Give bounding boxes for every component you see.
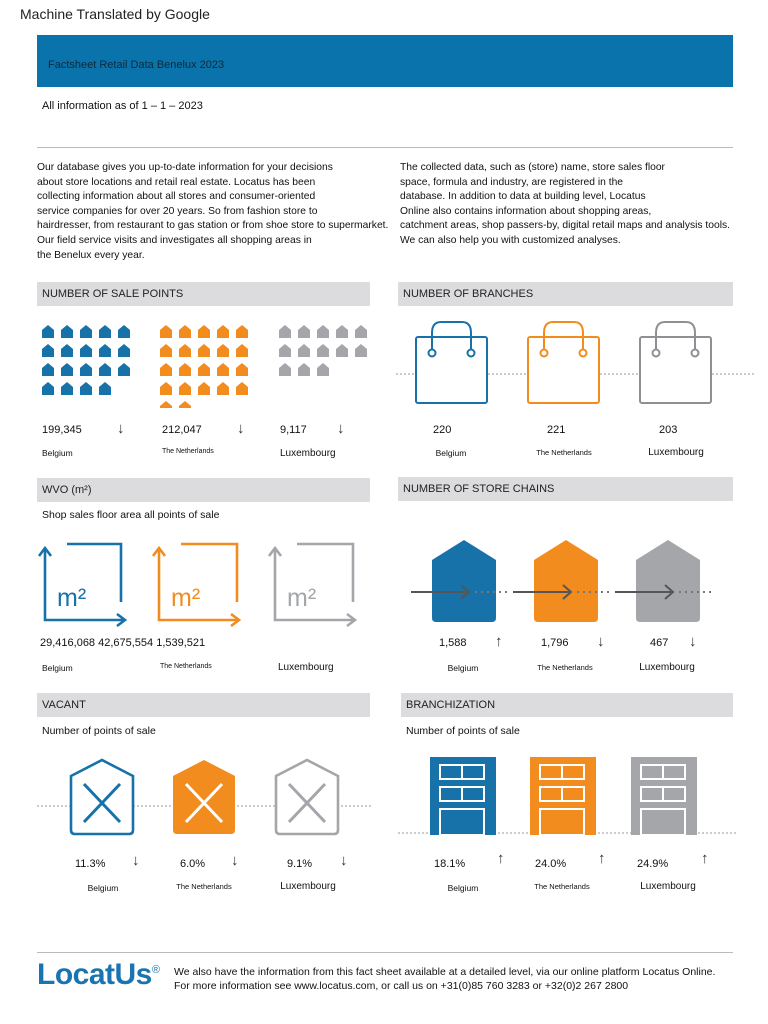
vacant-house-icon [173, 760, 235, 834]
wvo-be-country: Belgium [42, 663, 73, 673]
chains-nl-trend: ↓ [597, 633, 605, 650]
wvo-nl-country: The Netherlands [160, 663, 212, 670]
storefront-house-icon [279, 344, 291, 357]
storefront-house-icon [236, 325, 248, 338]
vacant-be-trend: ↓ [132, 852, 140, 869]
storefront-house-icon [61, 382, 73, 395]
store-chains-icons [405, 540, 725, 625]
vacant-nl-trend: ↓ [231, 852, 239, 869]
storefront-house-icon [217, 382, 229, 395]
storefront-house-icon [179, 325, 191, 338]
branchization-lu-country: Luxembourg [640, 881, 696, 892]
storefront-house-icon [118, 344, 130, 357]
branches-lu-country: Luxembourg [648, 447, 704, 458]
sale-points-nl-value: 212,047 [162, 424, 202, 436]
storefront-house-icon [42, 344, 54, 357]
storefront-house-icon [42, 382, 54, 395]
area-unit-label: m² [287, 584, 317, 612]
storefront-house-icon [61, 325, 73, 338]
sale-points-icon-grid [37, 318, 377, 408]
wvo-values: 29,416,068 42,675,554 1,539,521 [40, 637, 206, 649]
storefront-house-icon [336, 325, 348, 338]
vacant-nl-value: 6.0% [180, 858, 206, 870]
banner-title: Factsheet Retail Data Benelux 2023 [48, 59, 225, 71]
storefront-house-icon [80, 325, 92, 338]
storefront-house-icon [355, 325, 367, 338]
storefront-house-icon [99, 344, 111, 357]
storefront-house-icon [236, 344, 248, 357]
storefront-house-icon [298, 344, 310, 357]
storefront-house-icon [99, 325, 111, 338]
section-header-sale-points: NUMBER OF SALE POINTS [37, 282, 370, 306]
storefront-house-icon [198, 382, 210, 395]
storefront-house-icon [336, 344, 348, 357]
wvo-lu-country: Luxembourg [278, 662, 334, 673]
section-header-store-chains: NUMBER OF STORE CHAINS [398, 477, 733, 501]
section-header-branches: NUMBER OF BRANCHES [398, 282, 733, 306]
vacant-subtitle: Number of points of sale [42, 725, 156, 737]
vacant-be-country: Belgium [87, 883, 119, 893]
storefront-house-icon [179, 363, 191, 376]
storefront-house-icon [198, 325, 210, 338]
wvo-area-icons [35, 540, 365, 632]
vacant-nl-country: The Netherlands [176, 882, 232, 891]
sale-points-be-country: Belgium [42, 448, 73, 458]
storefront-house-icon [298, 363, 310, 376]
storefront-house-icon [99, 382, 111, 395]
branches-bags [396, 316, 758, 408]
branchization-icons [398, 755, 738, 837]
chains-be-trend: ↑ [495, 633, 503, 650]
storefront-house-icon [217, 344, 229, 357]
as-of-date: All information as of 1 – 1 – 2023 [42, 100, 203, 112]
storefront-house-icon [160, 325, 172, 338]
store-house-icon [534, 540, 598, 622]
storefront-icon [430, 757, 496, 835]
chains-nl-country: The Netherlands [537, 663, 593, 672]
chains-lu-trend: ↓ [689, 633, 697, 650]
storefront-house-icon [118, 325, 130, 338]
sale-points-lu-country: Luxembourg [280, 448, 336, 459]
chains-lu-value: 467 [650, 637, 669, 649]
section-header-branchization: BRANCHIZATION [401, 693, 733, 717]
shopping-bag-icon [416, 322, 487, 403]
storefront-house-icon [179, 382, 191, 395]
footer-divider [37, 952, 733, 953]
vacant-house-icon [276, 760, 338, 834]
branches-nl-value: 221 [547, 424, 566, 436]
storefront-icon [530, 757, 596, 835]
wvo-subtitle: Shop sales floor area all points of sale [42, 509, 220, 521]
registered-mark: ® [151, 964, 160, 976]
machine-translated-note: Machine Translated by Google [20, 6, 210, 22]
branches-lu-value: 203 [659, 424, 678, 436]
branchization-nl-trend: ↑ [598, 850, 606, 867]
chains-nl-value: 1,796 [541, 637, 569, 649]
storefront-house-icon [317, 325, 329, 338]
storefront-house-icon [236, 363, 248, 376]
branchization-subtitle: Number of points of sale [406, 725, 520, 737]
storefront-house-icon [279, 363, 291, 376]
storefront-house-icon [80, 382, 92, 395]
storefront-house-icon [217, 325, 229, 338]
branchization-be-value: 18.1% [434, 858, 466, 870]
vacant-house-icon [71, 760, 133, 834]
area-unit-label: m² [57, 584, 87, 612]
section-header-wvo: WVO (m²) [37, 478, 370, 502]
storefront-house-icon [179, 401, 191, 408]
storefront-house-icon [42, 325, 54, 338]
sale-points-nl-country: The Netherlands [162, 448, 214, 455]
branchization-nl-value: 24.0% [535, 858, 567, 870]
vacant-lu-value: 9.1% [287, 858, 313, 870]
intro-right: The collected data, such as (store) name, store sales floor space, formula and industry, are registered in the database. In addition to data at building level, Locatus Online also contains information about shopping areas, catchment areas, shop passers-by, digital retail maps and analysis tools. We can also help you with customized analyses. [400, 162, 731, 246]
sale-points-be-trend: ↓ [117, 420, 125, 437]
logo-text: LocatUs [37, 958, 152, 991]
vacant-lu-country: Luxembourg [280, 881, 336, 892]
shopping-bag-icon [528, 322, 599, 403]
storefront-house-icon [317, 363, 329, 376]
branchization-be-trend: ↑ [497, 850, 505, 867]
vacant-lu-trend: ↓ [340, 852, 348, 869]
storefront-house-icon [355, 344, 367, 357]
branches-be-value: 220 [433, 424, 452, 436]
chains-be-country: Belgium [447, 663, 479, 673]
storefront-house-icon [236, 382, 248, 395]
storefront-house-icon [80, 344, 92, 357]
locatus-logo [37, 958, 159, 992]
storefront-house-icon [160, 401, 172, 408]
footer-text: We also have the information from this fact sheet available at a detailed level, via our online platform Locatus Online. For more information see www.locatus.com, or call us on +31(0)85 760 3283 or +32(0)2 267 2800 [174, 966, 716, 992]
shopping-bag-icon [640, 322, 711, 403]
storefront-house-icon [80, 363, 92, 376]
storefront-house-icon [160, 363, 172, 376]
chains-lu-country: Luxembourg [639, 662, 695, 673]
sale-points-lu-trend: ↓ [337, 420, 345, 437]
store-house-icon [432, 540, 496, 622]
area-unit-label: m² [171, 584, 201, 612]
storefront-house-icon [118, 363, 130, 376]
branches-be-country: Belgium [435, 448, 467, 458]
storefront-house-icon [317, 344, 329, 357]
vacant-icons [37, 758, 373, 838]
storefront-house-icon [160, 382, 172, 395]
branchization-be-country: Belgium [447, 883, 479, 893]
intro-left: Our database gives you up-to-date information for your decisions about store locations and retail real estate. Locatus has been collecting information about all stores and consumer-oriented service companies for over 20 years. So from fashion store to hairdresser, from restaurant to gas station or from shoe store to supermarket. Our field service visits and investigates all shopping areas in the Benelux every year. [37, 162, 389, 261]
storefront-house-icon [298, 325, 310, 338]
sale-points-be-value: 199,345 [42, 424, 82, 436]
chains-be-value: 1,588 [439, 637, 467, 649]
storefront-house-icon [61, 363, 73, 376]
storefront-house-icon [279, 325, 291, 338]
vacant-be-value: 11.3% [75, 858, 106, 870]
store-house-icon [636, 540, 700, 622]
storefront-house-icon [42, 363, 54, 376]
branchization-lu-value: 24.9% [637, 858, 669, 870]
branches-nl-country: The Netherlands [536, 448, 592, 457]
storefront-house-icon [198, 363, 210, 376]
branchization-nl-country: The Netherlands [534, 882, 590, 891]
storefront-house-icon [217, 363, 229, 376]
storefront-house-icon [61, 344, 73, 357]
storefront-house-icon [99, 363, 111, 376]
sale-points-lu-value: 9,117 [280, 424, 307, 436]
storefront-house-icon [198, 344, 210, 357]
divider [37, 147, 733, 148]
storefront-house-icon [179, 344, 191, 357]
sale-points-nl-trend: ↓ [237, 420, 245, 437]
storefront-house-icon [160, 344, 172, 357]
storefront-icon [631, 757, 697, 835]
branchization-lu-trend: ↑ [701, 850, 709, 867]
section-header-vacant: VACANT [37, 693, 370, 717]
